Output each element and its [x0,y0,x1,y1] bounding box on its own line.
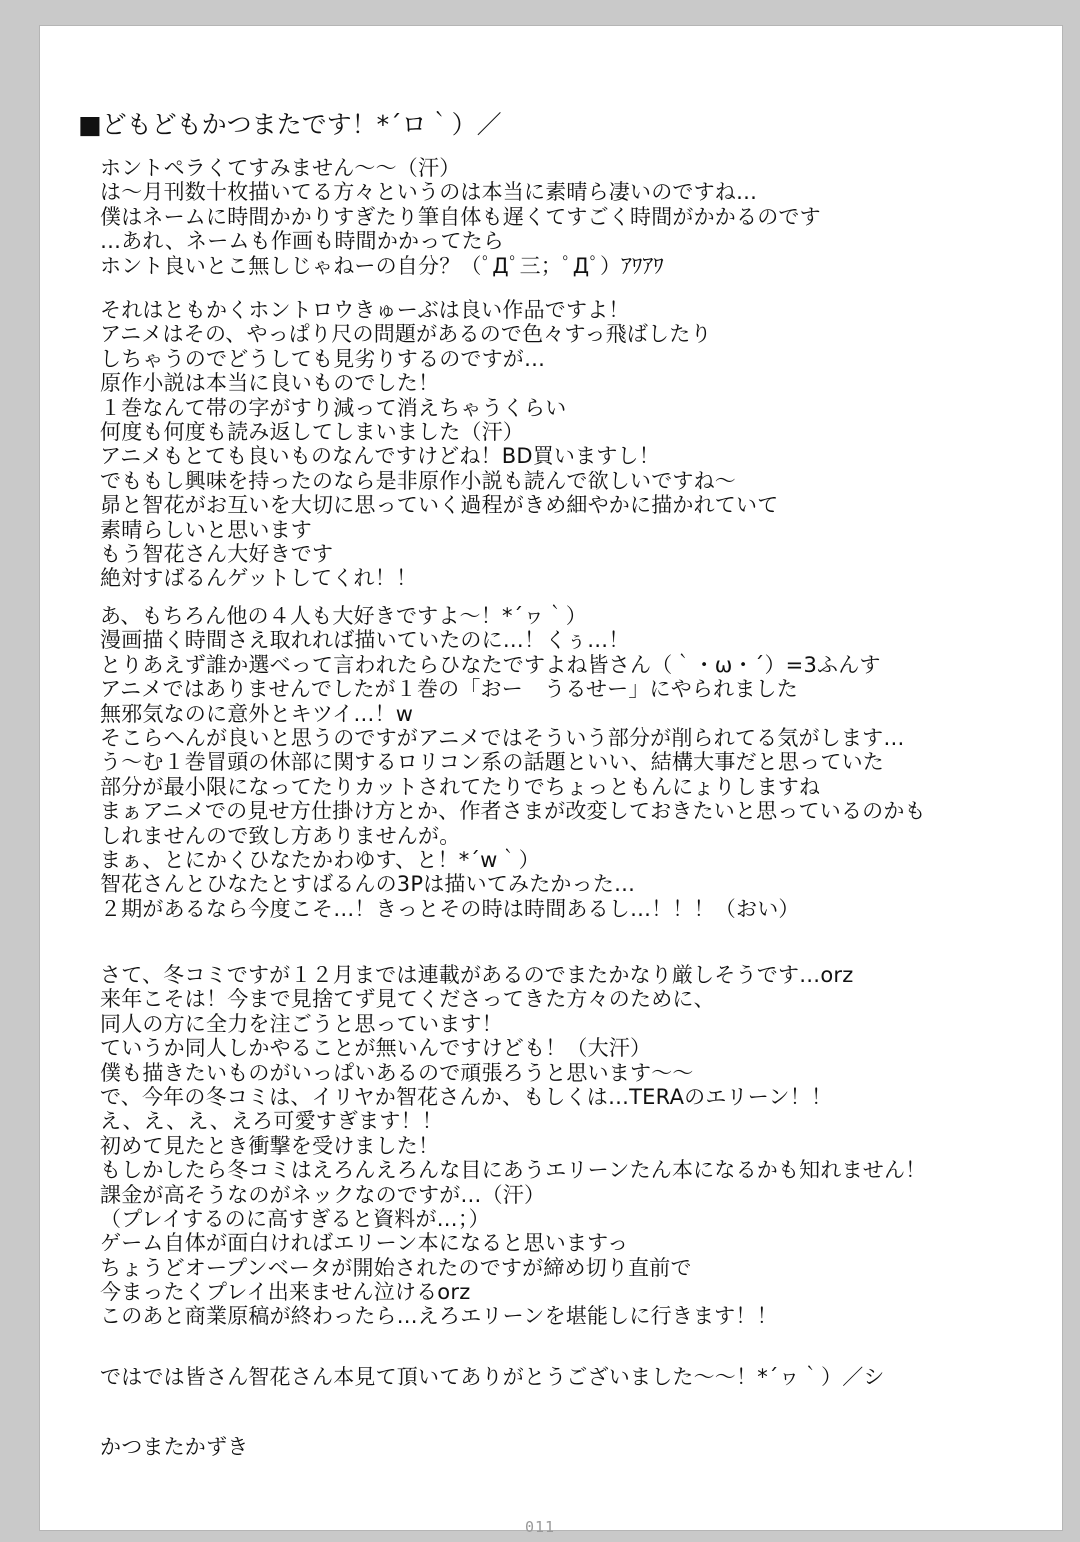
text-line: そこらへんが良いと思うのですがアニメではそういう部分が削られてる気がします… [100,725,905,750]
text-line: ホントペラくてすみません～～（汗） [100,156,461,180]
page-number: 011 [524,1518,556,1536]
author-signature [100,1435,248,1459]
text-line: もしかしたら冬コミはえろんえろんな目にあうエリーンたん本になるかも知れません！ [100,1158,927,1183]
text-line: で、今年の冬コミは、イリヤか智花さんか、もしくは…TERAのエリーン！！ [100,1084,833,1109]
text-line: え、え、え、えろ可愛すぎます！！ [100,1109,443,1134]
text-line: アニメはその、やっぱり尺の問題があるので色々すっ飛ばしたり [100,322,712,347]
paragraph-characters [100,604,926,921]
afterword-heading: ■どもどもかつまたです！*´ロ｀）／ [78,110,502,139]
text-line: 僕も描きたいものがいっぱいあるので頑張ろうと思います～～ [100,1060,694,1085]
text-line: とりあえず誰か選べって言われたらひなたですよね皆さん（｀・ω・´）=3ふんす [100,652,881,677]
text-line: う～む１巻冒頭の休部に関するロリコン系の話題といい、結構大事だと思っていた [100,750,884,775]
text-line: 同人の方に全力を注ごうと思っています！ [100,1011,503,1036]
text-line: 無邪気なのに意外とキツイ…！w [100,701,414,726]
text-line: かつまたかずき [100,1435,249,1459]
text-line: （プレイするのに高すぎると資料が…；） [100,1206,490,1231]
paragraph-thanks [100,1365,885,1389]
text-line: は～月刊数十枚描いてる方々というのは本当に素晴ら凄いのですね… [100,180,758,205]
text-line: …あれ、ネームも作画も時間かかってたら [100,229,505,254]
text-line: 漫画描く時間さえ取れれば描いていたのに…！くぅ…！ [100,628,630,653]
text-line: それはともかくホントロウきゅーぶは良い作品ですよ！ [100,298,630,322]
text-line: もう智花さん大好きです [100,541,334,566]
text-line: 僕はネームに時間かかりすぎたり筆自体も遅くてすごく時間がかかるのです [100,204,821,229]
text-line: ホント良いとこ無しじゃねーの自分？（ﾟДﾟ三；ﾟДﾟ）ｱﾜｱﾜ [100,253,665,278]
text-line: ちょうどオープンベータが開始されたのですが締め切り直前で [100,1255,692,1280]
text-line: 智花さんとひなたとすばるんの3Pは描いてみたかった… [100,872,636,897]
text-line: アニメもとても良いものなんですけどね！BD買いますし！ [100,444,660,469]
text-line: まぁ、とにかくひなたかわゆす、と！*´w｀） [100,847,540,872]
text-line: 部分が最小限になってたりカットされてたりでちょっともんにょりしますね [100,774,821,799]
text-line: 素晴らしいと思います [100,517,312,542]
text-line: あ、もちろん他の４人も大好きですよ～！*´ヮ｀） [100,604,587,628]
text-line: さて、冬コミですが１２月までは連載があるのでまたかなり厳しそうです…orz [100,963,854,987]
text-line: 何度も何度も読み返してしまいました（汗） [100,419,524,444]
text-line: １巻なんて帯の字がすり減って消えちゃうくらい [100,395,567,420]
text-line: アニメではありませんでしたが１巻の「おー うるせー」にやられました [100,677,798,702]
text-line: しちゃうのでどうしても見劣りするのですが… [100,346,546,371]
text-line: 原作小説は本当に良いものでした！ [100,371,440,396]
text-line: しれませんので致し方ありませんが。 [100,823,461,848]
text-line: 初めて見たとき衝撃を受けました！ [100,1133,440,1158]
text-line: このあと商業原稿が終わったら…えろエリーンを堪能しに行きます！！ [100,1304,778,1329]
paragraph-series-praise [100,298,778,591]
text-line: 昴と智花がお互いを大切に思っていく過程がきめ細やかに描かれていて [100,493,779,518]
text-line: ていうか同人しかやることが無いんですけども！（大汗） [100,1036,652,1061]
text-line: ２期があるなら今度こそ…！きっとその時は時間あるし…！！！（おい） [100,896,800,921]
paragraph-apology [100,156,821,278]
text-line: まぁアニメでの見せ方仕掛け方とか、作者さまが改変しておきたいと思っているのかも [100,799,926,824]
paragraph-winter-comiket [100,963,926,1329]
text-line: 来年こそは！今まで見捨てず見てくださってきた方々のために、 [100,987,715,1012]
text-line: でももし興味を持ったのなら是非原作小説も読んで欲しいですね～ [100,468,736,493]
text-line: 課金が高そうなのがネックなのですが…（汗） [100,1182,546,1207]
text-line: ではでは皆さん智花さん本見て頂いてありがとうございました～～！*´ヮ｀）／シ [100,1365,885,1389]
text-line: 絶対すばるんゲットしてくれ！！ [100,566,418,591]
text-line: 今まったくプレイ出来ません泣けるorz [100,1280,471,1305]
text-line: ゲーム自体が面白ければエリーン本になると思いますっ [100,1231,629,1256]
